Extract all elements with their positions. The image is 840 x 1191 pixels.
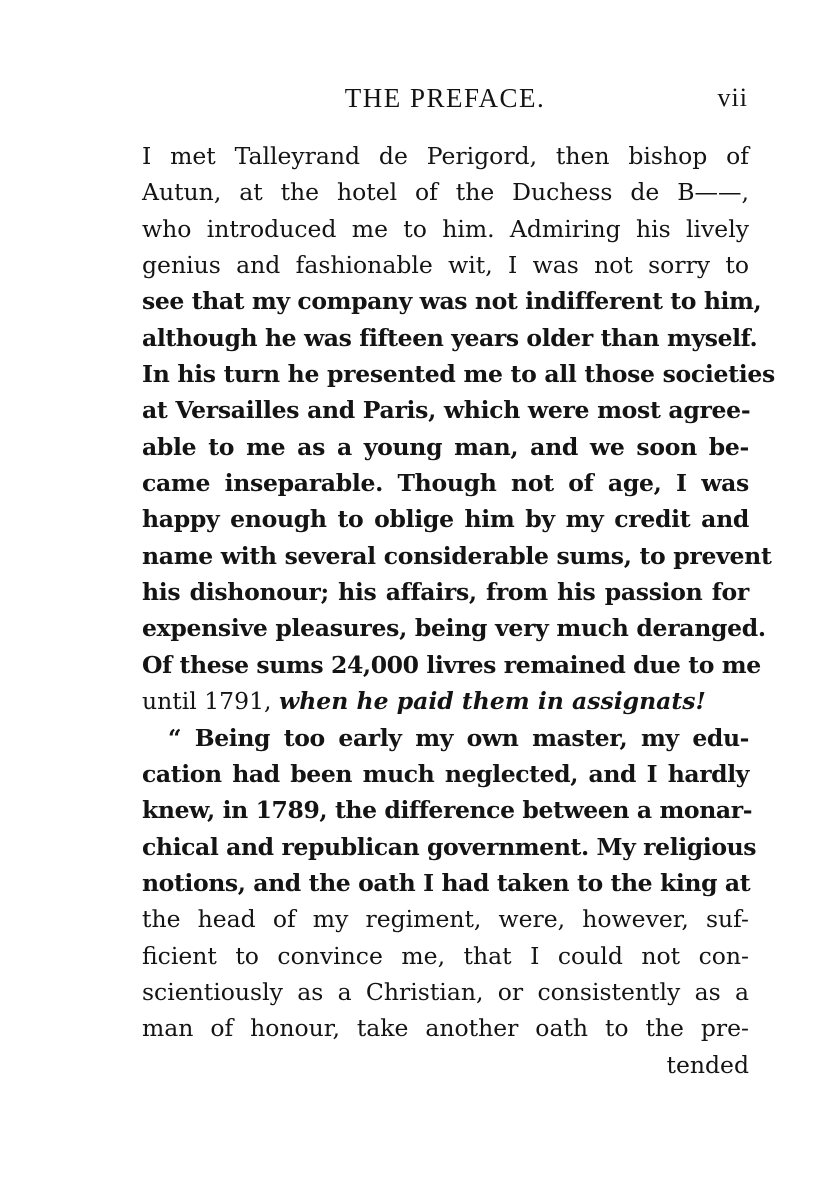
text-line: came inseparable. Though not of age, I was	[142, 469, 749, 498]
text-line: his dishonour; his affairs, from his passion for	[142, 578, 749, 607]
text-line: cation had been much neglected, and I hardly	[142, 759, 749, 788]
text-line: man of honour, take another oath to the pre-	[142, 1014, 749, 1043]
text-line: the head of my regiment, were, however, suf-	[142, 905, 749, 934]
text-line: scientiously as a Christian, or consistently as a	[142, 977, 749, 1006]
text-line: at Versailles and Paris, which were most agree-	[142, 396, 751, 425]
text-line: genius and fashionable wit, I was not sorry to	[142, 251, 749, 280]
text-line: knew, in 1789, the difference between a monar-	[142, 796, 753, 825]
text-line: In his turn he presented me to all those societies	[142, 360, 775, 389]
text-line: Of these sums 24,000 livres remained due to me	[142, 650, 761, 679]
italic-emphasis: when he paid them in assignats!	[278, 687, 706, 716]
page-number: vii	[717, 83, 748, 112]
text-line: happy enough to oblige him by my credit and	[142, 505, 749, 534]
text-line: notions, and the oath I had taken to the king at	[142, 868, 751, 897]
text-line: chical and republican government. My religious	[142, 832, 757, 861]
text-line: Autun, at the hotel of the Duchess de B——,	[142, 178, 749, 207]
text-line	[142, 683, 749, 719]
text-line: expensive pleasures, being very much deranged.	[142, 614, 766, 643]
page-header	[140, 83, 750, 119]
text-line: able to me as a young man, and we soon be-	[142, 432, 749, 461]
catchword: tended	[666, 1050, 749, 1079]
text-line: although he was fifteen years older than myself.	[142, 323, 758, 352]
body-text	[142, 138, 775, 1083]
text-line: “ Being too early my own master, my edu-	[168, 723, 749, 752]
running-head: THE PREFACE.	[344, 83, 546, 113]
text-line: see that my company was not indifferent to him,	[142, 287, 762, 316]
text-run: until 1791,	[142, 687, 279, 716]
text-line: I met Talleyrand de Perigord, then bishop of	[142, 142, 749, 170]
text-line: name with several considerable sums, to prevent	[142, 541, 772, 570]
text-line: ficient to convince me, that I could not con-	[142, 941, 749, 970]
text-line: who introduced me to him. Admiring his lively	[142, 214, 749, 243]
